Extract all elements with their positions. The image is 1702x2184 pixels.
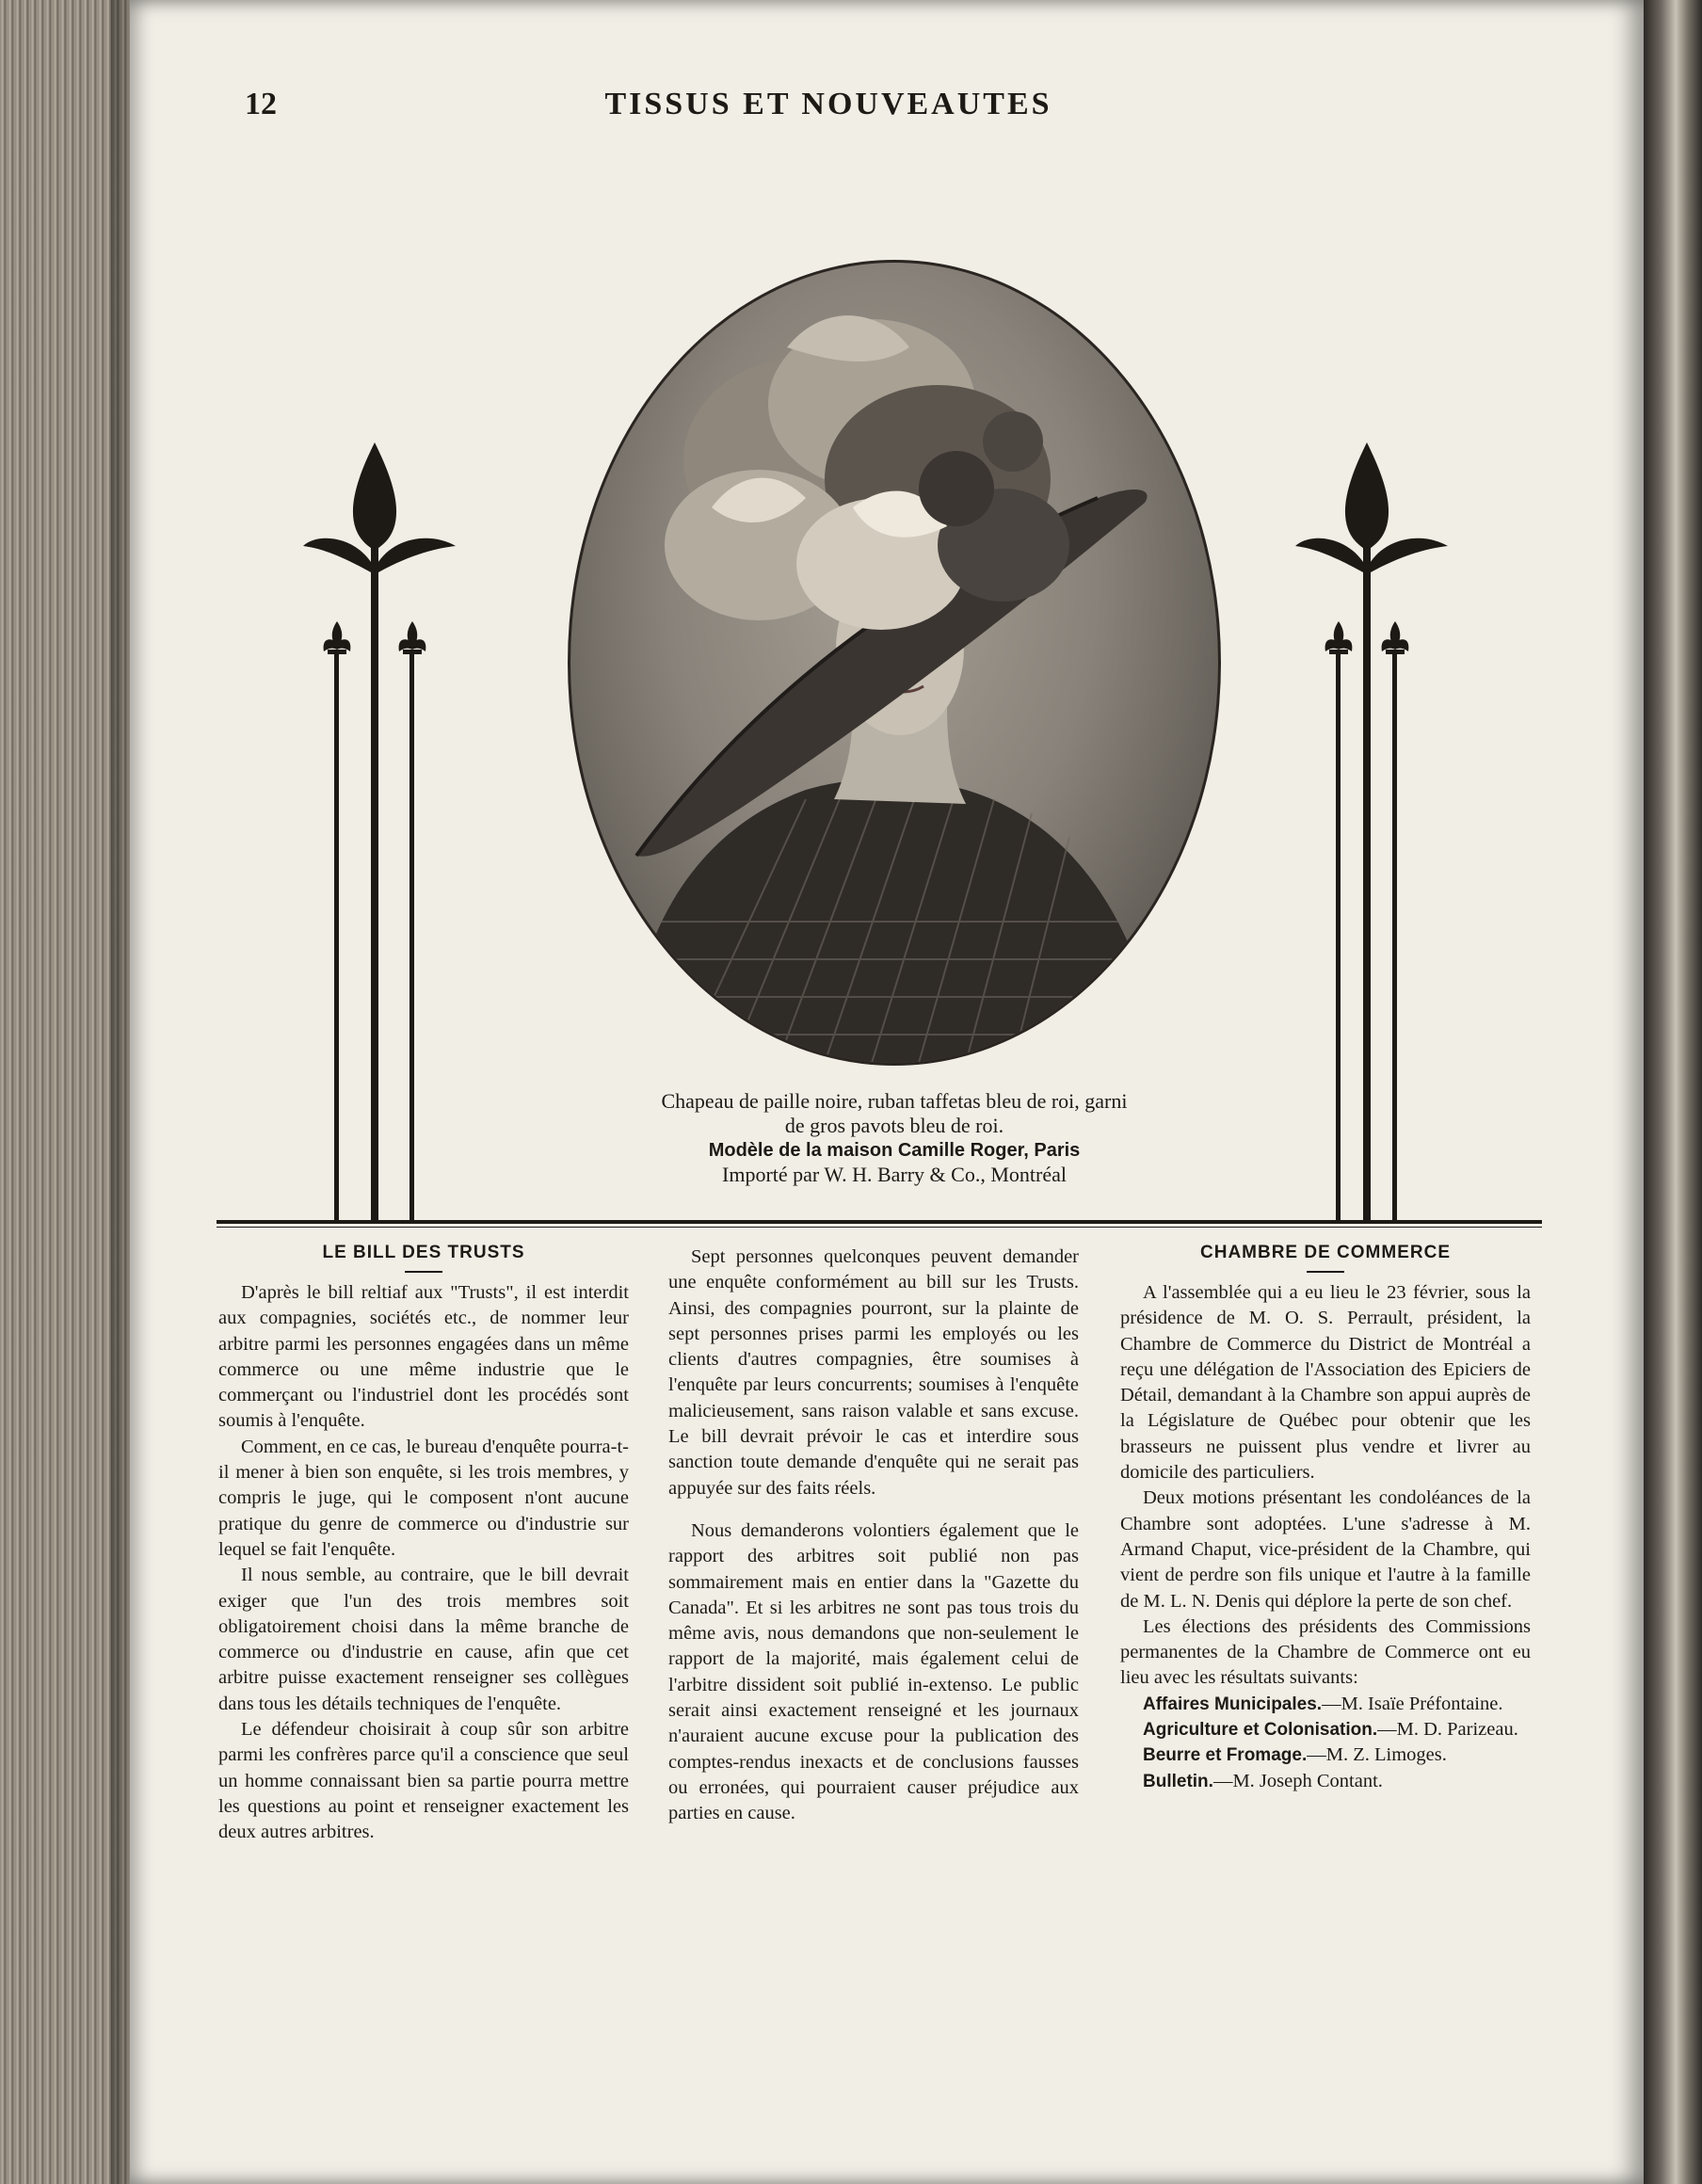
paragraph: Le défendeur choisirait à coup sûr son arbitre parmi les confrères parce qu'il a conscience que seul un homme connaissant bien sa partie pourra mettre les questions au point et renseigner exactement les deux autres arbitres. bbox=[218, 1719, 629, 1843]
result-line bbox=[1120, 1769, 1531, 1794]
caption-importer: Importé par W. H. Barry & Co., Montréal bbox=[722, 1163, 1067, 1186]
caption-line: Chapeau de paille noire, ruban taffetas bleu de roi, garni bbox=[661, 1089, 1128, 1113]
paragraph: Les élections des présidents des Commissions permanentes de la Chambre de Commerce ont eu lieu avec les résultats suivants: bbox=[1120, 1615, 1531, 1689]
result-label: Agriculture et Colonisation. bbox=[1143, 1720, 1378, 1741]
ornament-left bbox=[299, 442, 459, 1224]
paragraph: Comment, en ce cas, le bureau d'enquête pourra-t-il mener à bien son enquête, si les trois membres, y compris le juge, qui le composent n'ont aucune pratique du genre de commerce ou d'industrie sur lequel se fait l'enquête. bbox=[218, 1436, 629, 1560]
heading-rule bbox=[1307, 1271, 1344, 1273]
portrait-woman-flowered-hat-icon bbox=[570, 263, 1218, 1063]
result-value: —M. Joseph Contant. bbox=[1212, 1770, 1383, 1791]
paragraph: D'après le bill reltiaf aux "Trusts", il est interdit aux compagnies, sociétés etc., de nommer leur arbitre parmi les personnes engagées dans un même commerce ou une même industrie que le commerçant ou l'industriel dont les procédés sont soumis à l'enquête. bbox=[218, 1282, 629, 1432]
paragraph: Il nous semble, au contraire, que le bill devrait exiger que l'un des trois membres soit obligatoirement choisi dans la même branche de commerce ou d'industrie en cause, afin que cet arbitre puisse exactement renseigner ses collègues dans tous les détails techniques de l'enquête. bbox=[218, 1565, 629, 1714]
page-number: 12 bbox=[245, 87, 277, 121]
caption-line: de gros pavots bleu de roi. bbox=[784, 1114, 1004, 1137]
column-3 bbox=[1120, 1241, 1531, 1794]
result-line bbox=[1120, 1717, 1531, 1742]
fleur-de-lis-stems-icon bbox=[1292, 442, 1452, 1224]
paragraph: A l'assemblée qui a eu lieu le 23 février, sous la présidence de M. O. S. Perrault, président, la Chambre de Commerce du District de Montréal a reçu une délégation de l'Association des Epiciers de Détail, demandant à la Chambre son appui auprès de la Législature de Québec pour obtenir que les brasseurs ne puissent plus vendre et livrer au domicile des particuliers. bbox=[1120, 1282, 1531, 1484]
facing-page-edge bbox=[1644, 0, 1702, 2184]
column-1 bbox=[218, 1241, 629, 1846]
column-heading: LE BILL DES TRUSTS bbox=[322, 1243, 525, 1262]
fleur-de-lis-stems-icon bbox=[299, 442, 459, 1224]
paragraph: Sept personnes quelconques peuvent demander une enquête conformément au bill sur les Trusts. Ainsi, des compagnies pourront, sur la plainte de sept personnes prises parmi les employés ou les clients d'autres compagnies, être soumises à l'enquête par leurs concurrents; soumises à l'enquête malicieusement, sans raison valable et sans excuse. Le bill devrait prévoir le cas et interdire sous sanction toute demande d'enquête qui ne serait pas appuyée sur des faits réels. bbox=[668, 1246, 1079, 1499]
figure-caption bbox=[565, 1089, 1224, 1187]
running-title: TISSUS ET NOUVEAUTES bbox=[604, 87, 1052, 121]
heading-rule bbox=[405, 1271, 442, 1273]
caption-model: Modèle de la maison Camille Roger, Paris bbox=[708, 1140, 1081, 1161]
result-label: Affaires Municipales. bbox=[1143, 1694, 1323, 1714]
result-line bbox=[1120, 1742, 1531, 1768]
ornament-right bbox=[1292, 442, 1452, 1224]
result-value: —M. D. Parizeau. bbox=[1377, 1719, 1518, 1741]
column-2 bbox=[668, 1245, 1079, 1827]
result-value: —M. Isaïe Préfontaine. bbox=[1322, 1693, 1503, 1714]
result-label: Bulletin. bbox=[1143, 1771, 1213, 1791]
section-rule bbox=[217, 1220, 1542, 1224]
result-value: —M. Z. Limoges. bbox=[1307, 1744, 1447, 1766]
section-rule-thin bbox=[217, 1227, 1542, 1228]
paragraph: Deux motions présentant les condoléances de la Chambre sont adoptées. L'une s'adresse à M. Armand Chaput, vice-président de la Chambre, qui vient de perdre son fils unique et l'autre à la famille de M. L. N. Denis qui déplore la perte de son chef. bbox=[1120, 1487, 1531, 1612]
result-label: Beurre et Fromage. bbox=[1143, 1745, 1308, 1766]
paragraph: Nous demanderons volontiers également que le rapport des arbitres soit publié non pas sommairement mais en entier dans la "Gazette du Canada". Et si les arbitres ne sont pas tous trois du même avis, nous demandons que non-seulement le rapport de la majorité, mais également celui de l'arbitre dissident soit publié in-extenso. Le public serait ainsi exactement renseigné et les journaux n'auraient aucune excuse pour la publication des comptes-rendus inexacts et de conclusions fausses ou erronées, qui pourraient causer préjudice aux parties en cause. bbox=[668, 1519, 1079, 1824]
result-line bbox=[1120, 1692, 1531, 1717]
portrait-photo bbox=[568, 260, 1221, 1066]
column-heading: CHAMBRE DE COMMERCE bbox=[1200, 1243, 1451, 1262]
